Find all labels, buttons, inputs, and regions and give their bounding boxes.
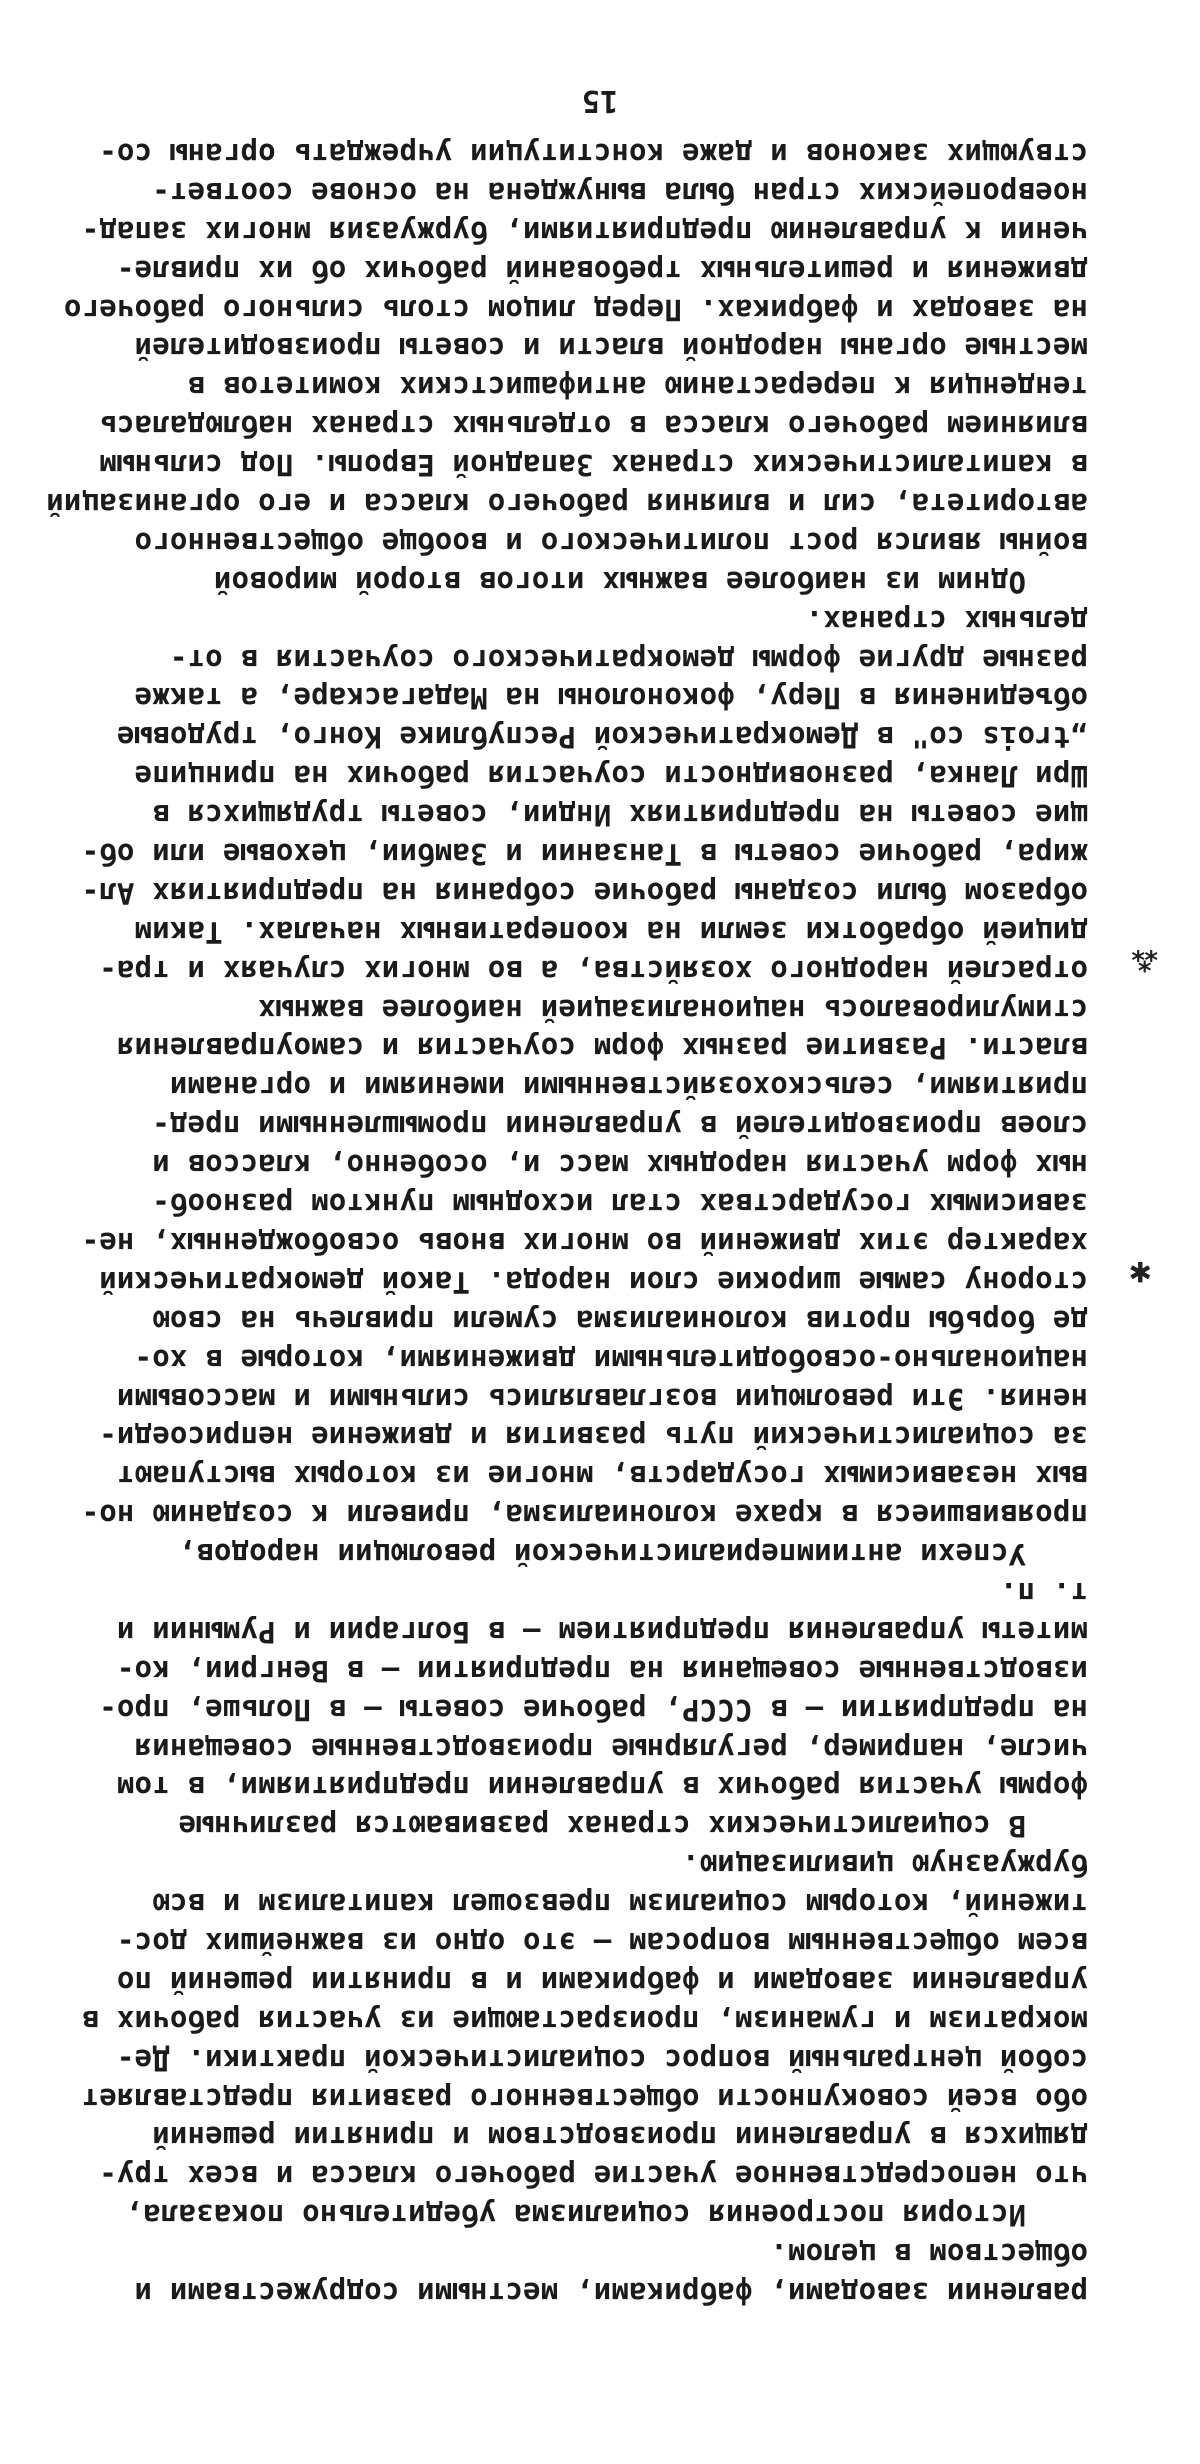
text-line: образом были созданы рабочие собрания на предприятиях Ал-	[81, 875, 1088, 910]
page-number: 15	[581, 83, 619, 118]
text-line: национально-освободительными движениями, которые в хо-	[134, 1342, 1088, 1377]
text-line: дицией обработки земли на кооперативных началах. Таким	[134, 914, 1088, 949]
text-line: митеты управления предприятием — в Болгарии и Румынии и	[116, 1614, 1088, 1649]
text-line: что непосредственное участие рабочего класса и всех тру-	[99, 2159, 1088, 2194]
text-line: разные другие формы демократического соучастия в от-	[169, 642, 1088, 677]
text-line: де борьбы против колониализма сумели привлечь на свою	[152, 1303, 1088, 1338]
text-line: числе, например, регулярные производственные совещания	[134, 1731, 1088, 1766]
text-line: „trois co" в Демократической Республике Конго, трудовые	[116, 720, 1088, 755]
text-line: объединения в Перу, фоконолоны на Мадагаскаре, а также	[134, 681, 1088, 716]
text-line: слоев производителей в управлении промышленными пред-	[152, 1109, 1088, 1144]
text-line: стимулировалось национализацией наиболее важных	[258, 992, 1088, 1027]
text-line: дельных странах.	[805, 603, 1088, 638]
text-line: отраслей народного хозяйства, а во многих случаях и тра-	[99, 953, 1088, 988]
text-line: щие советы на предприятиях Индии, советы трудящихся в	[152, 798, 1088, 833]
paragraph	[43, 1845, 1088, 2234]
paragraph	[43, 134, 1088, 601]
text-line: в капиталистических странах Западной Европы. Под сильным	[99, 448, 1088, 483]
text-line: буржуазную цивилизацию.	[681, 1848, 1088, 1883]
paragraph	[43, 2234, 1088, 2312]
text-line: власти. Развитие разных форм соучастия и самоуправления	[116, 1031, 1088, 1066]
text-line: мократизм и гуманизм, произрастающие из участия рабочих в	[81, 2003, 1088, 2038]
text-line: вых независимых государств, многие из которых выступают	[116, 1459, 1088, 1494]
text-line: управлении заводами и фабриками и в принятии решений по	[116, 1964, 1088, 1999]
text-line: проявившиеся в крахе колониализма, привели к созданию но-	[81, 1498, 1088, 1533]
text-line: сторону самые широкие слои народа. Такой демократический	[99, 1264, 1088, 1299]
text-line: История построения социализма убедительно показала,	[125, 2198, 1026, 2233]
text-line: т. п.	[999, 1575, 1088, 1610]
text-line: всем общественным вопросам — это одно из важнейших дос-	[116, 1925, 1088, 1960]
text-line: зависимых государствах стал исходным пунктом разнооб-	[152, 1187, 1088, 1222]
text-line: изводственные совещания на предприятии — в Венгрии, ко-	[116, 1653, 1088, 1688]
margin-asterisk-mark: ✱	[1128, 1255, 1152, 1288]
margin-pencil-mark: ⁂	[1131, 944, 1158, 974]
text-line: ствующих законов и даже конституции учреждать органы со-	[99, 137, 1088, 172]
text-line: за социалистический путь развития и движение неприсоеди-	[99, 1420, 1088, 1455]
text-line: войны явился рост политического и вообще общественного	[134, 525, 1088, 560]
text-line: ных форм участия народных масс и, особенно, классов и	[152, 1148, 1088, 1183]
text-line: местные органы народной власти и советы производителей	[134, 331, 1088, 366]
text-line: собой центральный вопрос социалистической практики. Де-	[116, 2042, 1088, 2077]
text-line: обществом в целом.	[770, 2237, 1088, 2272]
text-line: движения и решительных требований рабочих об их привле-	[116, 253, 1088, 288]
text-line: обо всей совокупности общественного развития представляет	[81, 2081, 1088, 2116]
text-line: ноевропейских стран была вынуждена на основе соответ-	[152, 175, 1088, 210]
text-line: Одним из наиболее важных итогов второй мировой	[213, 564, 1026, 599]
text-line: тенденция к перерастанию антифашистских комитетов в	[187, 370, 1088, 405]
text-line: на заводах и фабриках. Перед лицом столь сильного рабочего	[63, 292, 1088, 327]
text-line: Успехи антиимпериалистической революции народов,	[178, 1537, 1026, 1572]
text-line: чении к управлению предприятиями, буржуазия многих запад-	[81, 214, 1088, 249]
text-line: Шри Ланка, разновидности соучастия рабочих на принципе	[134, 759, 1088, 794]
text-line: авторитета, сил и влияния рабочего класса и его организаций	[46, 487, 1088, 522]
body-text	[43, 134, 1088, 2312]
text-line: нения. Эти революции возглавлялись сильными и массовыми	[116, 1381, 1088, 1416]
paragraph	[43, 1573, 1088, 1845]
text-line: жира, рабочие советы в Танзании и Замбии, цеховые или об-	[81, 837, 1088, 872]
text-line: В социалистических странах развиваются различные	[178, 1809, 1026, 1844]
text-line: равлении заводами, фабриками, местными содружествами и	[134, 2276, 1088, 2310]
text-line: формы участия рабочих в управлении предприятиями, в том	[116, 1770, 1088, 1805]
text-line: дящихся в управлении производством и принятии решений	[152, 2120, 1088, 2155]
text-line: влиянием рабочего класса в отдельных странах наблюдалась	[99, 409, 1088, 444]
paragraph	[43, 601, 1088, 1573]
text-line: приятиями, сельскохозяйственными имениями и органами	[169, 1070, 1088, 1105]
text-line: тижений, которым социализм превзошел капитализм и всю	[152, 1887, 1088, 1922]
text-line: на предприятии — в СССР, рабочие советы — в Польше, про-	[99, 1692, 1088, 1727]
text-line: характер этих движений во многих вновь освобожденных, не-	[81, 1225, 1088, 1260]
